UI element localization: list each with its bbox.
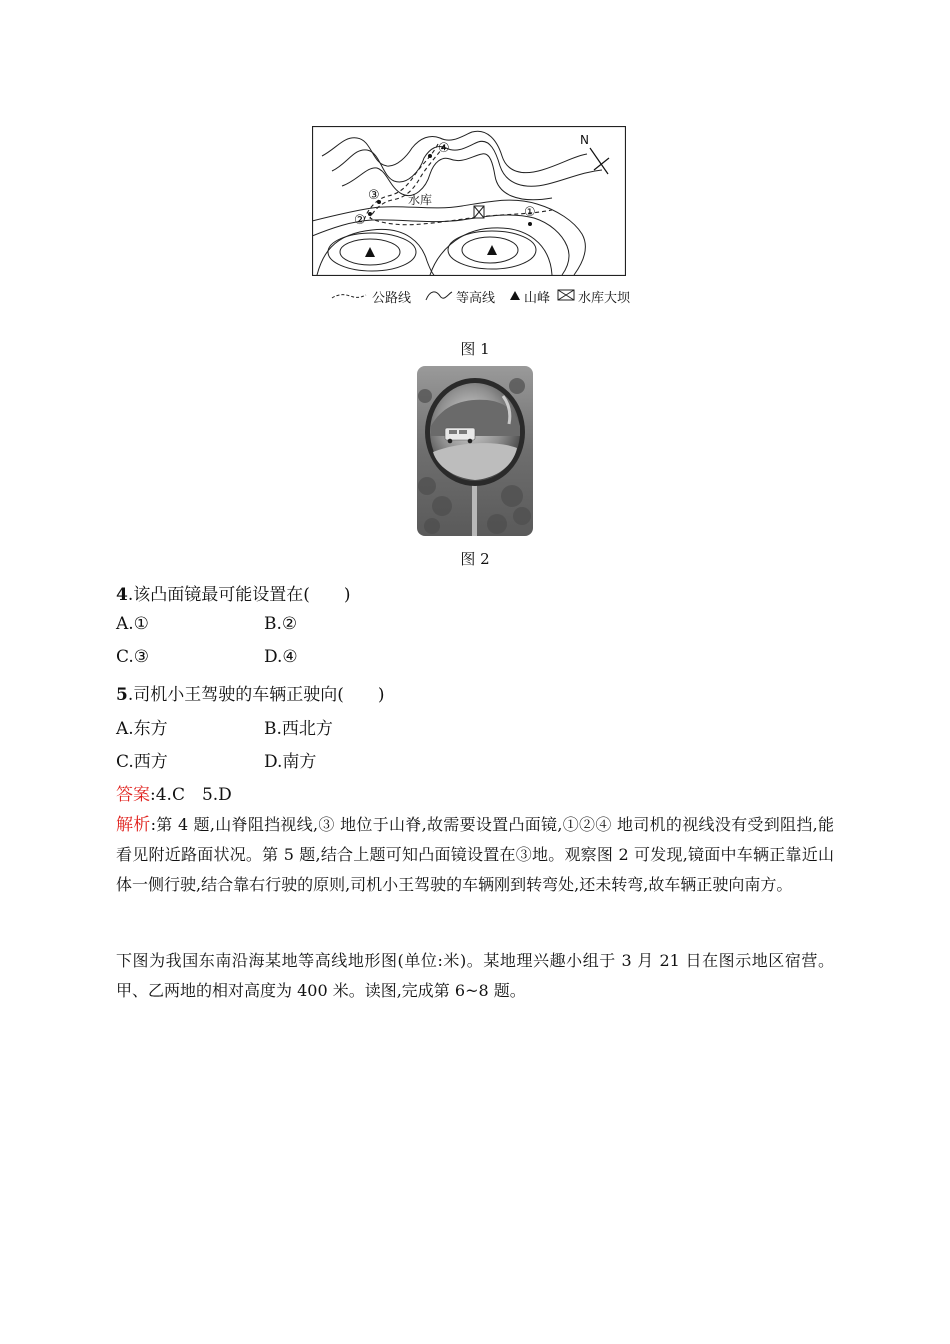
map-legend (330, 286, 650, 306)
answer-label: 答案 (116, 785, 150, 805)
answer-line (116, 780, 232, 805)
answer-text: :4.C 5.D (150, 785, 232, 805)
convex-mirror-photo (417, 366, 533, 536)
question-4-number: 4 (116, 585, 128, 605)
analysis-paragraph (116, 810, 834, 900)
question-4 (116, 580, 351, 605)
intro-paragraph: 下图为我国东南沿海某地等高线地形图(单位:米)。某地理兴趣小组于 3 月 21 日在图示地区宿营。甲、乙两地的相对高度为 400 米。读图,完成第 6~8 题。 (116, 951, 834, 1000)
contour-map (312, 126, 626, 276)
q4-option-b: B.② (264, 614, 298, 634)
label-point-3: ③ (368, 188, 380, 203)
figure-1-caption: 图 1 (460, 340, 490, 358)
analysis-label: 解析 (116, 815, 151, 835)
q4-option-d: D.④ (264, 647, 298, 667)
q5-option-d: D.南方 (264, 752, 317, 772)
label-reservoir: 水库 (408, 193, 433, 207)
figure-2-caption: 图 2 (460, 550, 490, 568)
legend-road: 公路线 (372, 291, 412, 306)
analysis-text: :第 4 题,山脊阻挡视线,③ 地位于山脊,故需要设置凸面镜,①②④ 地司机的视线没有受到阻挡,能看见附近路面状况。第 5 题,结合上题可知凸面镜设置在③地。观察图 2 可发现,镜面中车辆正靠近山体一侧行驶,结合靠右行驶的原则,司机小王驾驶的车辆刚到转弯处,还未转弯,故车辆正驶向南方。 (116, 815, 834, 894)
label-point-1: ① (524, 205, 536, 220)
q5-option-b: B.西北方 (264, 719, 333, 739)
q5-option-a: A.东方 (116, 719, 168, 739)
legend-dam: 水库大坝 (578, 291, 631, 306)
question-5 (116, 680, 385, 705)
label-point-2: ② (354, 213, 366, 228)
label-point-4: ④ (438, 141, 450, 156)
q4-option-c: C.③ (116, 647, 150, 667)
question-5-stem: .司机小王驾驶的车辆正驶向( ) (127, 685, 385, 705)
question-4-stem: .该凸面镜最可能设置在( ) (127, 585, 351, 605)
legend-peak: 山峰 (524, 291, 551, 306)
q4-option-a: A.① (116, 614, 149, 634)
legend-contour: 等高线 (456, 291, 496, 306)
q5-option-c: C.西方 (116, 752, 168, 772)
question-5-number: 5 (116, 685, 128, 705)
north-label: N (580, 133, 589, 147)
